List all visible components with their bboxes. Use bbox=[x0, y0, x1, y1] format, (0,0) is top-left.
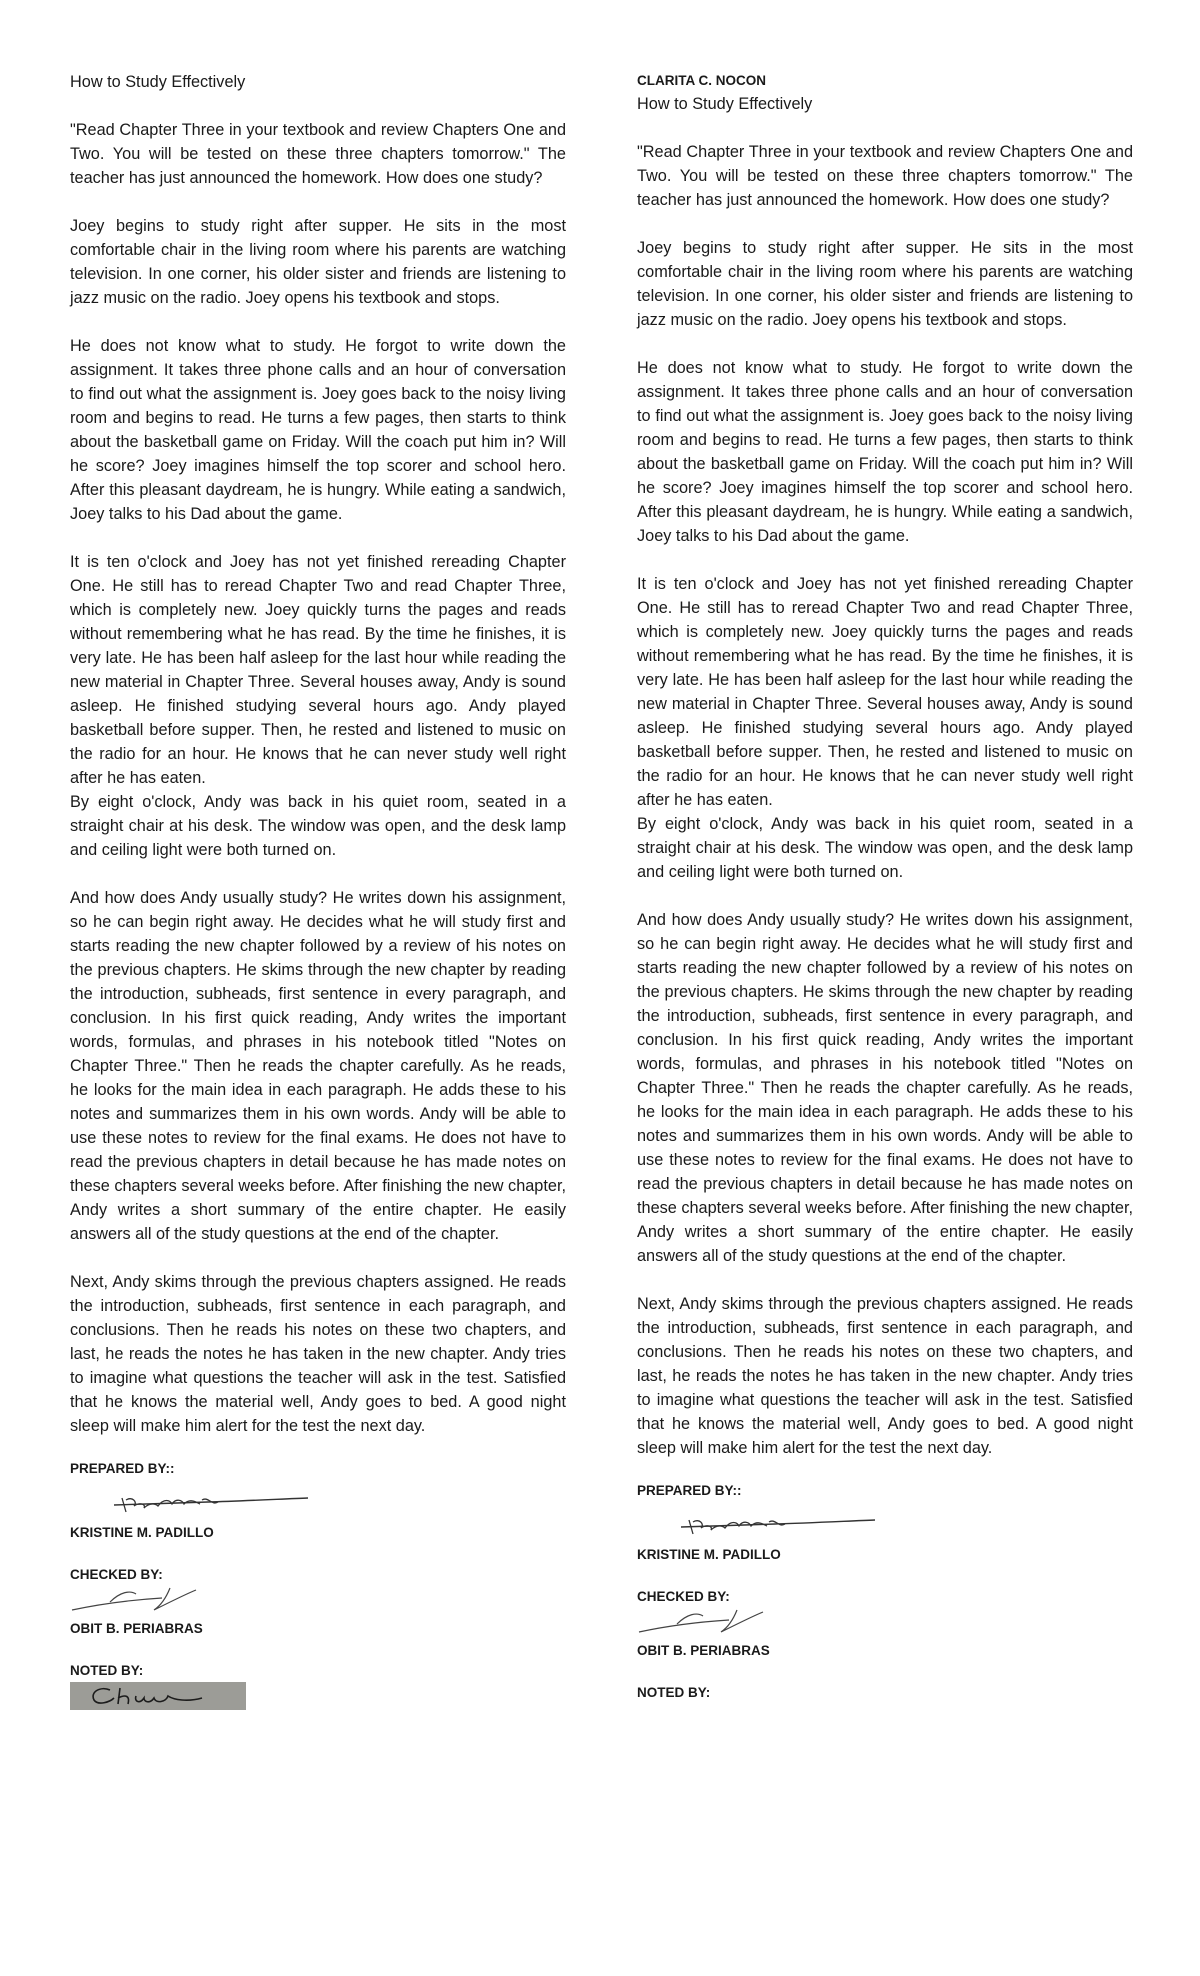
paragraph-6-right: And how does Andy usually study? He writes down his assignment, so he can begin right away. He decides what he will study first and starts reading the new chapter followed by a review of his notes on the previous chapters. He skims through the new chapter by reading the introduction, subheads, first sentence in every paragraph, and conclusion. In his first quick reading, Andy writes the important words, formulas, and phrases in his notebook titled "Notes on Chapter Three." Then he reads the chapter carefully. As he reads, he looks for the main idea in each paragraph. He adds these to his notes and summarizes them in his own words. Andy will be able to use these notes to review for the final exams. He does not have to read the previous chapters in detail because he has made notes on these chapters several weeks before. After finishing the new chapter, Andy writes a short summary of the entire chapter. He easily answers all of the study questions at the end of the chapter. bbox=[637, 911, 1133, 1265]
paragraph-5-right: By eight o'clock, Andy was back in his quiet room, seated in a straight chair at his desk. The window was open, and the desk lamp and ceiling light were both turned on. bbox=[637, 815, 1133, 881]
noted-by-label-right: NOTED BY: bbox=[637, 1685, 711, 1700]
document-page-left bbox=[70, 70, 566, 1710]
checked-name-right: OBIT B. PERIABRAS bbox=[637, 1643, 770, 1658]
paragraph-6: And how does Andy usually study? He writes down his assignment, so he can begin right away. He decides what he will study first and starts reading the new chapter followed by a review of his notes on the previous chapters. He skims through the new chapter by reading the introduction, subheads, first sentence in every paragraph, and conclusion. In his first quick reading, Andy writes the important words, formulas, and phrases in his notebook titled "Notes on Chapter Three." Then he reads the chapter carefully. As he reads, he looks for the main idea in each paragraph. He adds these to his notes and summarizes them in his own words. Andy will be able to use these notes to review for the final exams. He does not have to read the previous chapters in detail because he has made notes on these chapters several weeks before. After finishing the new chapter, Andy writes a short summary of the entire chapter. He easily answers all of the study questions at the end of the chapter. bbox=[70, 889, 566, 1243]
checked-signature-right bbox=[637, 1606, 767, 1636]
paragraph-5: By eight o'clock, Andy was back in his quiet room, seated in a straight chair at his desk. The window was open, and the desk lamp and ceiling light were both turned on. bbox=[70, 793, 566, 859]
paragraph-4: It is ten o'clock and Joey has not yet finished rereading Chapter One. He still has to reread Chapter Two and read Chapter Three, which is completely new. Joey quickly turns the pages and reads without remembering what he has read. By the time he finishes, it is very late. He has been half asleep for the last hour while reading the new material in Chapter Three. Several houses away, Andy is sound asleep. He finished studying several hours ago. Andy played basketball before supper. Then, he rested and listened to music on the radio for an hour. He knows that he can never study well right after he has eaten. bbox=[70, 553, 566, 787]
document-page-right bbox=[637, 70, 1133, 1702]
paragraph-2: Joey begins to study right after supper. He sits in the most comfortable chair in the living room where his parents are watching television. In one corner, his older sister and friends are listening to jazz music on the radio. Joey opens his textbook and stops. bbox=[70, 217, 566, 307]
checked-signature bbox=[70, 1584, 200, 1614]
checked-by-label-right: CHECKED BY: bbox=[637, 1589, 730, 1604]
author-name: CLARITA C. NOCON bbox=[637, 73, 766, 88]
checked-name: OBIT B. PERIABRAS bbox=[70, 1621, 203, 1636]
paragraph-2-right: Joey begins to study right after supper. He sits in the most comfortable chair in the living room where his parents are watching television. In one corner, his older sister and friends are listening to jazz music on the radio. Joey opens his textbook and stops. bbox=[637, 239, 1133, 329]
checked-by-label: CHECKED BY: bbox=[70, 1567, 163, 1582]
prepared-name-right: KRISTINE M. PADILLO bbox=[637, 1547, 781, 1562]
paragraph-7: Next, Andy skims through the previous chapters assigned. He reads the introduction, subheads, first sentence in each paragraph, and conclusions. Then he reads his notes on these two chapters, and last, he reads the notes he has taken in the new chapter. Andy tries to imagine what questions the teacher will ask in the test. Satisfied that he knows the material well, Andy goes to bed. A good night sleep will make him alert for the test the next day. bbox=[70, 1273, 566, 1435]
paragraph-3: He does not know what to study. He forgot to write down the assignment. It takes three phone calls and an hour of conversation to find out what the assignment is. Joey goes back to the noisy living room and begins to read. He turns a few pages, then starts to think about the basketball game on Friday. Will the coach put him in? Will he score? Joey imagines himself the top scorer and school hero. After this pleasant daydream, he is hungry. While eating a sandwich, Joey talks to his Dad about the game. bbox=[70, 337, 566, 523]
noted-by-label: NOTED BY: bbox=[70, 1663, 144, 1678]
prepared-by-label: PREPARED BY:: bbox=[70, 1461, 175, 1476]
paragraph-4-right: It is ten o'clock and Joey has not yet finished rereading Chapter One. He still has to reread Chapter Two and read Chapter Three, which is completely new. Joey quickly turns the pages and reads without remembering what he has read. By the time he finishes, it is very late. He has been half asleep for the last hour while reading the new material in Chapter Three. Several houses away, Andy is sound asleep. He finished studying several hours ago. Andy played basketball before supper. Then, he rested and listened to music on the radio for an hour. He knows that he can never study well right after he has eaten. bbox=[637, 575, 1133, 809]
prepared-signature bbox=[112, 1490, 312, 1516]
paragraph-3-right: He does not know what to study. He forgot to write down the assignment. It takes three phone calls and an hour of conversation to find out what the assignment is. Joey goes back to the noisy living room and begins to read. He turns a few pages, then starts to think about the basketball game on Friday. Will the coach put him in? Will he score? Joey imagines himself the top scorer and school hero. After this pleasant daydream, he is hungry. While eating a sandwich, Joey talks to his Dad about the game. bbox=[637, 359, 1133, 545]
document-title: How to Study Effectively bbox=[70, 73, 246, 91]
prepared-name: KRISTINE M. PADILLO bbox=[70, 1525, 214, 1540]
paragraph-1-right: "Read Chapter Three in your textbook and review Chapters One and Two. You will be tested on these three chapters tomorrow." The teacher has just announced the homework. How does one study? bbox=[637, 143, 1133, 209]
document-title-right: How to Study Effectively bbox=[637, 95, 813, 113]
prepared-by-label-right: PREPARED BY:: bbox=[637, 1483, 742, 1498]
paragraph-1: "Read Chapter Three in your textbook and review Chapters One and Two. You will be tested on these three chapters tomorrow." The teacher has just announced the homework. How does one study? bbox=[70, 121, 566, 187]
prepared-signature-right bbox=[679, 1512, 879, 1538]
noted-signature bbox=[70, 1682, 246, 1710]
paragraph-7-right: Next, Andy skims through the previous chapters assigned. He reads the introduction, subheads, first sentence in each paragraph, and conclusions. Then he reads his notes on these two chapters, and last, he reads the notes he has taken in the new chapter. Andy tries to imagine what questions the teacher will ask in the test. Satisfied that he knows the material well, Andy goes to bed. A good night sleep will make him alert for the test the next day. bbox=[637, 1295, 1133, 1457]
